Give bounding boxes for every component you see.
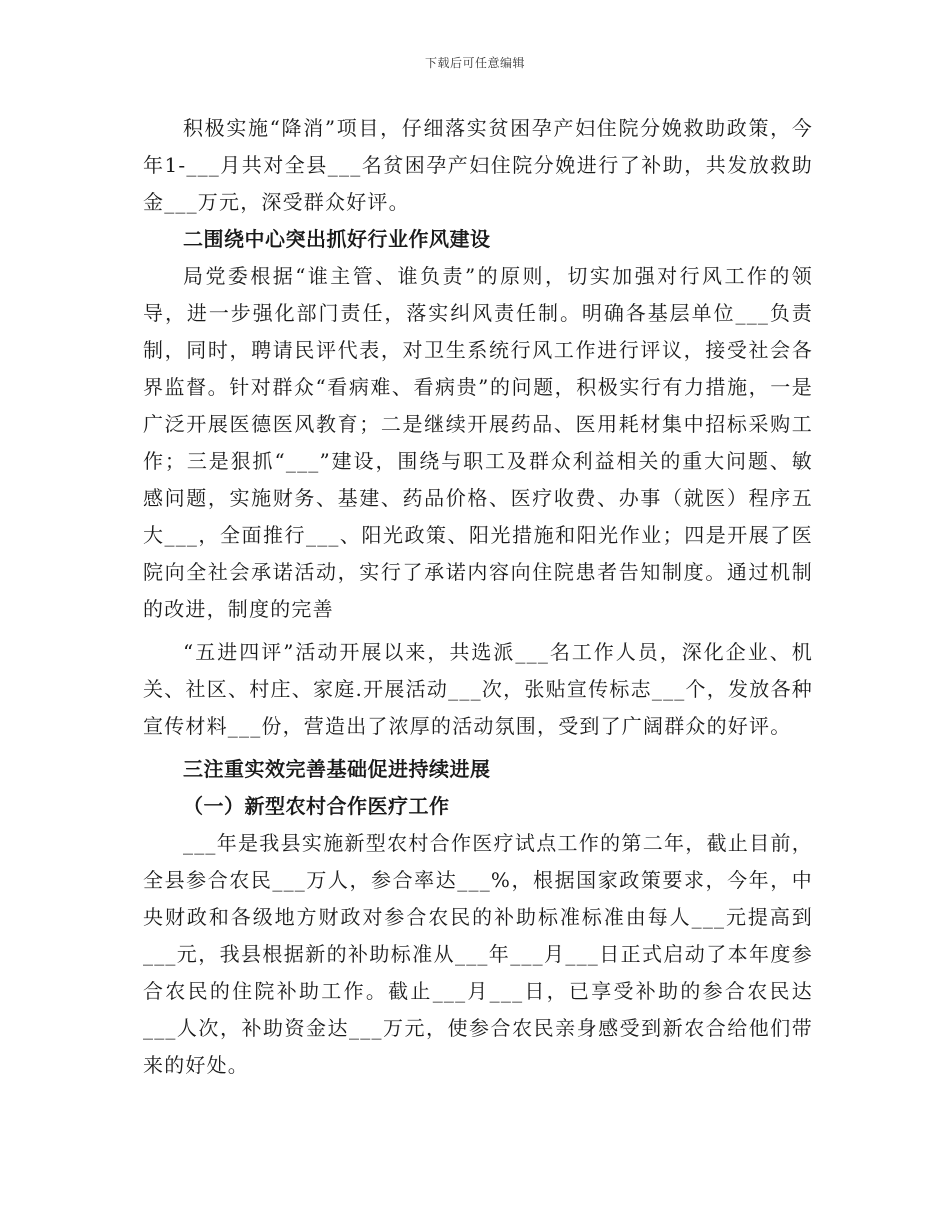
paragraph-party-committee: 局党委根据“谁主管、谁负责”的原则，切实加强对行风工作的领导，进一步强化部门责任，落实纠风责任制。明确各基层单位___负责制，同时，聘请民评代表，对卫生系统行风工作进行评议，接受社会各界监督。针对群众“看病难、看病贵”的问题，积极实行有力措施，一是广泛开展医德医风教育；二是继续开展药品、医用耗材集中招标采购工作；三是狠抓“___”建设，围绕与职工及群众利益相关的重大问题、敏感问题，实施财务、基建、药品价格、医疗收费、办事（就医）程序五大___，全面推行___、阳光政策、阳光措施和阳光作业；四是开展了医院向全社会承诺活动，实行了承诺内容向住院患者告知制度。通过机制的改进，制度的完善 <box>143 264 813 621</box>
paragraph-subsidy: 积极实施“降消”项目，仔细落实贫困孕产妇住院分娩救助政策，今年1-___月共对全县___名贫困孕产妇住院分娩进行了补助，共发放救助金___万元，深受群众好评。 <box>143 116 813 214</box>
page-header: 下载后可任意编辑 <box>424 56 525 70</box>
paragraph-five-four-activity: “五进四评”活动开展以来，共选派___名工作人员，深化企业、机关、社区、村庄、家庭.开展活动___次，张贴宣传标志___个，发放各种宣传材料___份，营造出了浓厚的活动氛围，受到了广阔群众的好评。 <box>143 640 813 738</box>
document-body <box>143 110 813 1084</box>
subsection-heading-1: （一）新型农村合作医疗工作 <box>183 794 450 818</box>
section-heading-2: 二围绕中心突出抓好行业作风建设 <box>183 227 491 251</box>
section-heading-3: 三注重实效完善基础促进持续进展 <box>183 757 491 781</box>
paragraph-rural-cooperative: ___年是我县实施新型农村合作医疗试点工作的第二年，截止目前，全县参合农民___万人，参合率达___%，根据国家政策要求，今年，中央财政和各级地方财政对参合农民的补助标准标准由每人___元提高到___元，我县根据新的补助标准从___年___月___日正式启动了本年度参合农民的住院补助工作。截止___月___日，已享受补助的参合农民达___人次，补助资金达___万元，使参合农民亲身感受到新农合给他们带来的好处。 <box>143 831 813 1077</box>
